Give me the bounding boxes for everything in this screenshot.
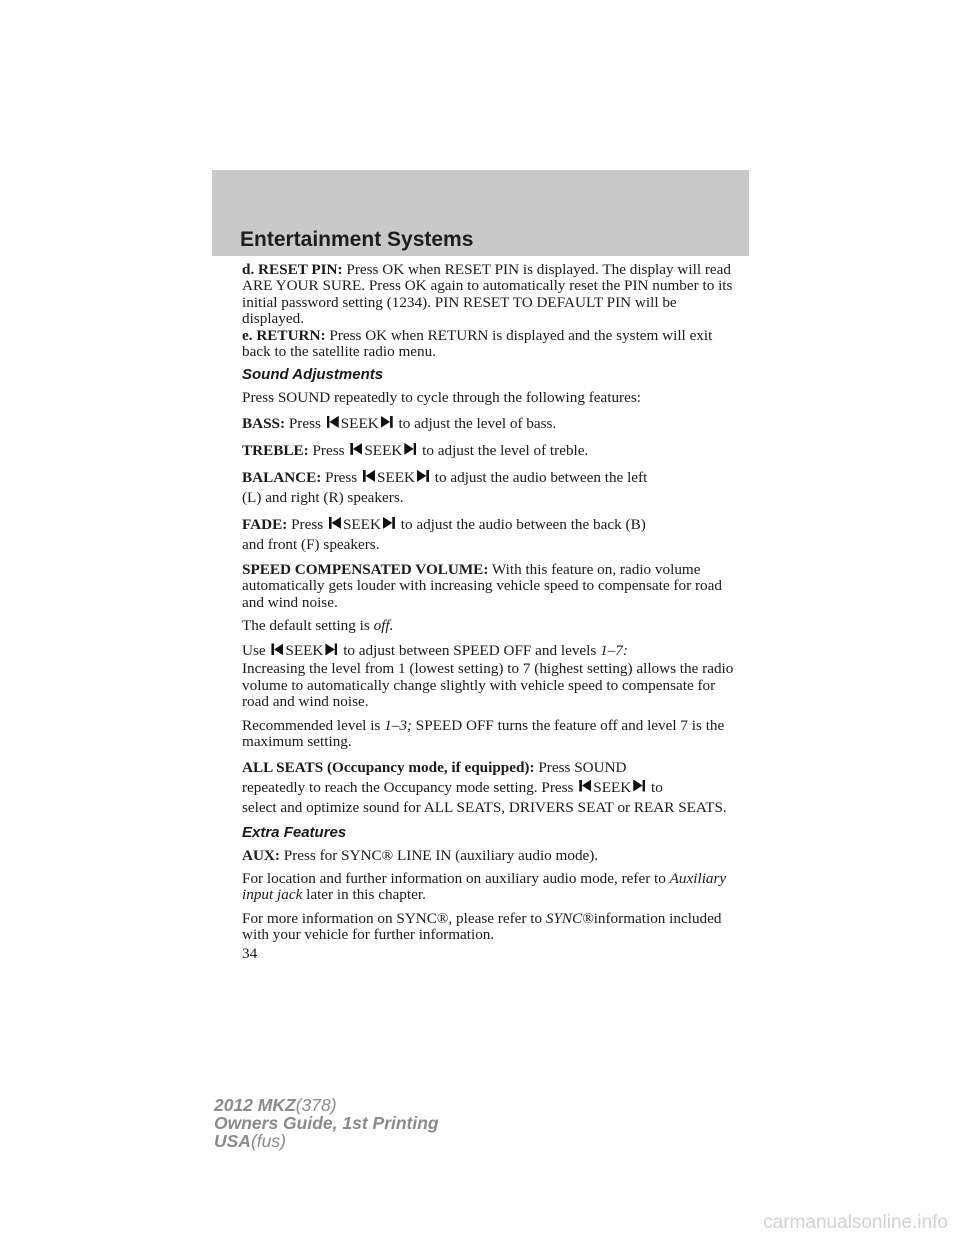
- seek-forward-icon: [417, 470, 429, 482]
- footer-line-3: [214, 1132, 439, 1150]
- seek-forward-icon: [404, 443, 416, 455]
- balance-press: Press: [325, 468, 358, 486]
- section-title: Entertainment Systems: [240, 228, 474, 251]
- default-value: off.: [373, 617, 394, 635]
- reset-pin-label: d. RESET PIN:: [242, 261, 343, 278]
- all-seats-text-2: repeatedly to reach the Occupancy mode setting. Press: [242, 778, 574, 796]
- extra-features-heading: Extra Features: [242, 823, 347, 841]
- recommended-text-2: SPEED OFF turns the feature off and level 7 is the maximum setting.: [242, 716, 725, 751]
- use-seek-text: to adjust between SPEED OFF and levels: [343, 642, 597, 660]
- seek-forward-icon: [383, 517, 395, 529]
- print-footer: [214, 1096, 439, 1150]
- footer-model-code: (378): [295, 1095, 337, 1115]
- all-seats-to: to: [651, 778, 663, 796]
- treble-press: Press: [312, 441, 345, 459]
- seek-back-icon: [579, 780, 591, 792]
- balance-label: BALANCE:: [242, 468, 322, 486]
- recommended-value: 1–3;: [384, 716, 412, 734]
- more-info-text-2: information included with your vehicle for further information.: [242, 909, 722, 944]
- seek-back-icon: [329, 517, 341, 529]
- scv-label: SPEED COMPENSATED VOLUME:: [242, 560, 489, 578]
- fade-paragraph: [242, 515, 742, 555]
- seek-forward-icon: [325, 643, 337, 655]
- balance-paragraph: [242, 468, 742, 508]
- scv-paragraph: [242, 562, 742, 611]
- use-seek: SEEK: [285, 642, 324, 660]
- seek-back-icon: [327, 416, 339, 428]
- fade-seek: SEEK: [342, 515, 381, 533]
- balance-text: to adjust the audio between the left: [434, 468, 648, 486]
- fade-text-2: and front (F) speakers.: [242, 535, 380, 553]
- all-seats-text-3: select and optimize sound for ALL SEATS, DRIVERS SEAT or REAR SEATS.: [242, 798, 727, 816]
- recommended-text: Recommended level is: [242, 716, 381, 734]
- section-header-band: [212, 170, 749, 256]
- fade-text: to adjust the audio between the back (B): [400, 515, 646, 533]
- page-number: 34: [242, 944, 258, 962]
- seek-back-icon: [363, 470, 375, 482]
- bass-label: BASS:: [242, 414, 286, 432]
- location-text-2: later in this chapter.: [306, 886, 426, 904]
- location-text: For location and further information on auxiliary audio mode, refer to: [242, 869, 666, 887]
- sound-intro: Press SOUND repeatedly to cycle through the following features:: [242, 389, 641, 407]
- seek-forward-icon: [381, 416, 393, 428]
- treble-label: TREBLE:: [242, 441, 309, 459]
- more-info-paragraph: [242, 911, 742, 944]
- sound-adjustments-heading: Sound Adjustments: [242, 366, 384, 384]
- balance-seek: SEEK: [377, 468, 415, 486]
- bass-press: Press: [288, 414, 321, 432]
- seek-back-icon: [350, 443, 362, 455]
- footer-market-code: (fus): [250, 1131, 286, 1151]
- all-seats-paragraph: [242, 758, 742, 818]
- return-label: e. RETURN:: [242, 326, 326, 344]
- use-levels: 1–7:: [600, 642, 628, 660]
- more-info-ref: SYNC®: [545, 909, 594, 927]
- reset-pin-paragraph: [242, 262, 742, 328]
- location-ref: Auxiliary input jack: [242, 869, 727, 904]
- more-info-text: For more information on SYNC®, please refer to: [242, 909, 543, 927]
- treble-text: to adjust the level of treble.: [422, 441, 589, 459]
- all-seats-seek: SEEK: [593, 778, 632, 796]
- default-text: The default setting is: [242, 617, 370, 635]
- balance-text-2: (L) and right (R) speakers.: [242, 488, 404, 506]
- location-paragraph: [242, 871, 742, 904]
- reset-pin-text: Press OK when RESET PIN is displayed. The display will read ARE YOUR SURE. Press OK again to automatically reset the PIN number to its initial password setting (1234). PIN RESET TO DEFAULT PIN will be displayed.: [242, 261, 733, 328]
- treble-seek: SEEK: [364, 441, 403, 459]
- fade-press: Press: [291, 515, 324, 533]
- footer-line-2: [214, 1114, 439, 1132]
- bass-text: to adjust the level of bass.: [398, 414, 557, 432]
- footer-market: USA: [214, 1131, 251, 1151]
- watermark: carmanualsonline.info: [763, 1212, 948, 1233]
- default-setting-paragraph: [242, 618, 742, 634]
- all-seats-text: Press SOUND: [538, 758, 627, 776]
- use-text: Use: [242, 642, 266, 660]
- seek-back-icon: [271, 643, 283, 655]
- treble-paragraph: [242, 441, 742, 461]
- seek-forward-icon: [633, 780, 645, 792]
- fade-label: FADE:: [242, 515, 288, 533]
- recommended-paragraph: [242, 718, 742, 751]
- aux-text: Press for SYNC® LINE IN (auxiliary audio mode).: [283, 846, 599, 864]
- use-seek-paragraph: [242, 641, 742, 661]
- page-content: [242, 262, 742, 962]
- all-seats-label: ALL SEATS (Occupancy mode, if equipped):: [242, 758, 535, 776]
- aux-paragraph: [242, 848, 742, 864]
- footer-printing: Owners Guide, 1st Printing: [214, 1113, 439, 1133]
- bass-paragraph: [242, 414, 742, 434]
- increasing-paragraph: Increasing the level from 1 (lowest setting) to 7 (highest setting) allows the radio volume to automatically change slightly with vehicle speed to compensate for road and wind noise.: [242, 660, 734, 711]
- scv-text: With this feature on, radio volume automatically gets louder with increasing vehicle speed to compensate for road and wind noise.: [242, 560, 722, 611]
- aux-label: AUX:: [242, 846, 280, 864]
- footer-line-1: [214, 1096, 439, 1114]
- bass-seek: SEEK: [340, 414, 379, 432]
- footer-model: 2012 MKZ: [214, 1095, 296, 1115]
- return-paragraph: [242, 328, 742, 361]
- return-text: Press OK when RETURN is displayed and the system will exit back to the satellite radio menu.: [242, 326, 713, 361]
